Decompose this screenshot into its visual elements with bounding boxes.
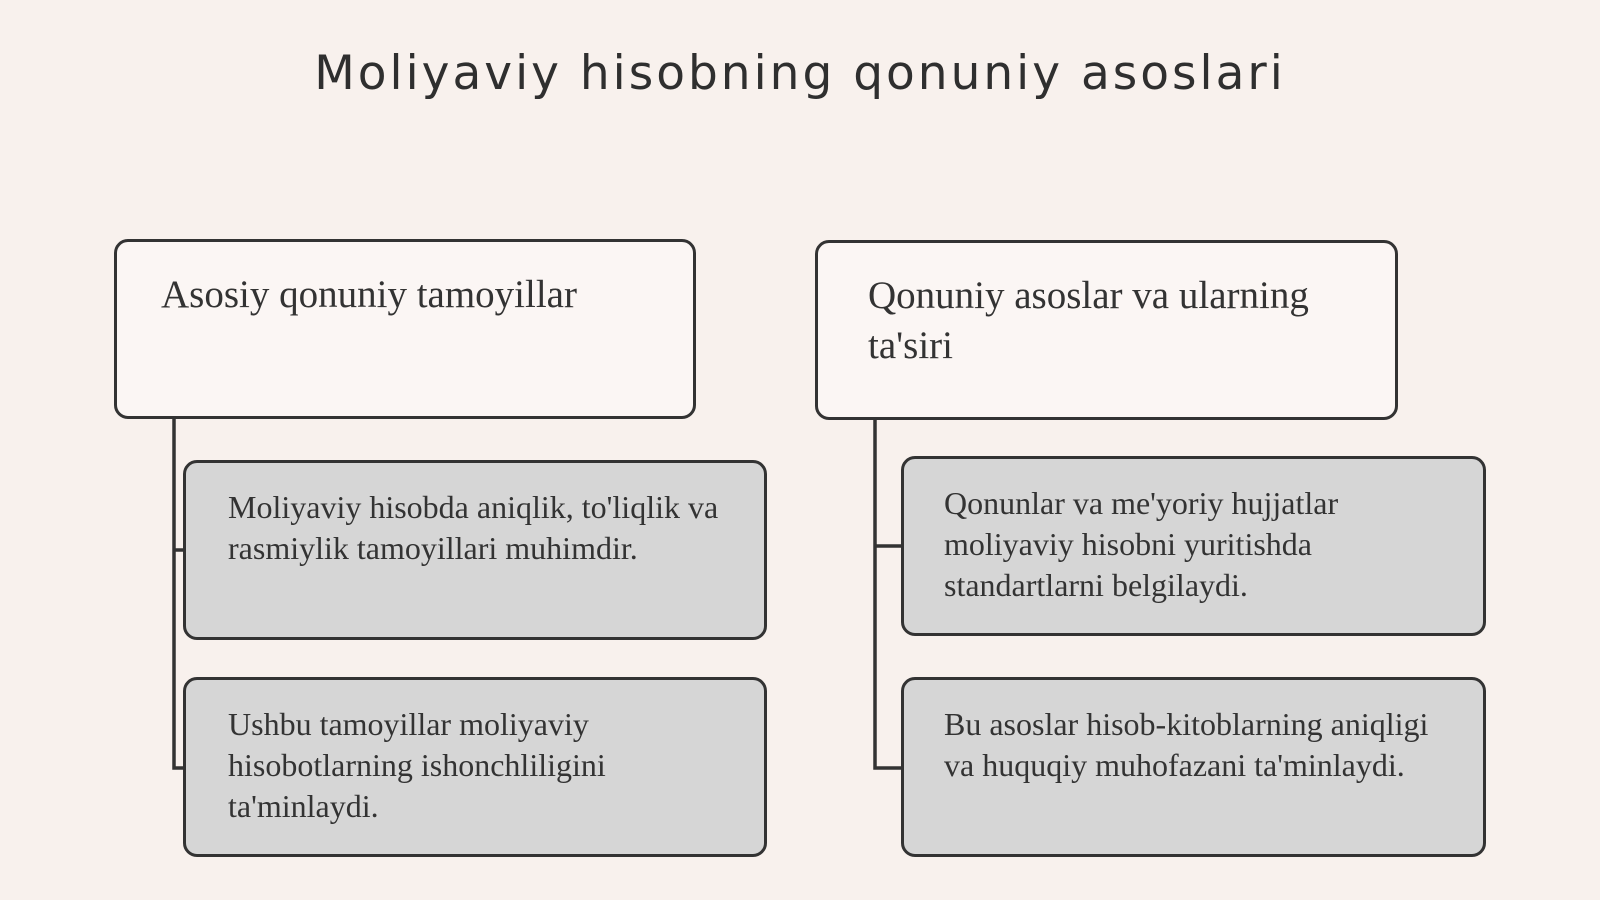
heading-box-principles bbox=[114, 239, 696, 419]
detail-text: Ushbu tamoyillar moliyaviy hisobotlarning ishonchliligini ta'minlaydi. bbox=[228, 706, 606, 824]
heading-box-legal-basis bbox=[815, 240, 1398, 420]
heading-text: Asosiy qonuniy tamoyillar bbox=[161, 273, 577, 316]
detail-text: Bu asoslar hisob-kitoblarning aniqligi va huquqiy muhofazani ta'minlaydi. bbox=[944, 706, 1429, 783]
detail-box bbox=[183, 677, 767, 857]
heading-text: Qonuniy asoslar va ularning ta'siri bbox=[868, 274, 1309, 367]
connector-right bbox=[875, 420, 902, 768]
detail-box bbox=[901, 456, 1486, 636]
detail-box bbox=[183, 460, 767, 640]
detail-text: Moliyaviy hisobda aniqlik, to'liqlik va rasmiylik tamoyillari muhimdir. bbox=[228, 489, 719, 566]
detail-text: Qonunlar va me'yoriy hujjatlar moliyaviy hisobni yuritishda standartlarni belgilaydi. bbox=[944, 485, 1339, 603]
detail-box bbox=[901, 677, 1486, 857]
slide-title: Moliyaviy hisobning qonuniy asoslari bbox=[314, 46, 1286, 101]
